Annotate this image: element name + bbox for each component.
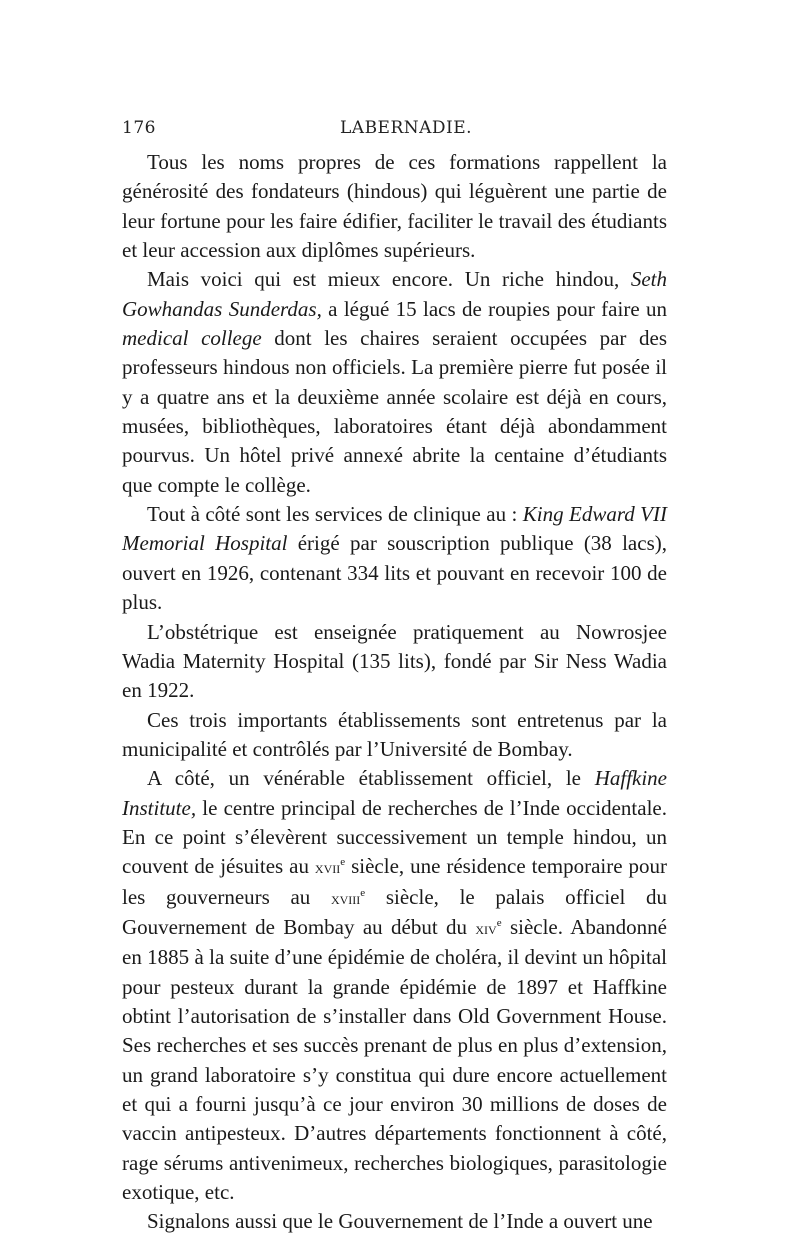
italic-text: Seth Gowhandas Sunderdas,: [122, 267, 667, 321]
text-run: érigé par souscription publique (38 lacs), ouvert en 1926, contenant 334 lits et pouvant en recevoir 100 de plus.: [122, 531, 667, 615]
small-caps-text: xviii: [330, 888, 361, 908]
text-run: siècle, le palais officiel du Gouvernement de Bombay au début du: [122, 884, 667, 939]
text-run: Tout à côté sont les services de clinique au :: [147, 502, 523, 527]
running-title: LABERNADIE.: [340, 118, 473, 138]
paragraph-6: [122, 764, 667, 1207]
running-head: [122, 118, 667, 144]
paragraph-4: [122, 618, 667, 706]
small-caps-text: xvii: [314, 858, 341, 878]
superscript-text: e: [496, 916, 502, 929]
text-run: a légué 15 lacs de roupies pour faire un: [321, 296, 667, 321]
text-run: Tous les noms propres de ces formations rappellent la générosité des fondateurs (hindous) qui léguèrent une partie de leur fortune pour les faire édifier, faciliter le travail des étudiants et leur accession aux diplômes supérieurs.: [122, 150, 667, 263]
text-run: Ces trois importants établissements sont entretenus par la municipalité et contrôlés par l’Université de Bombay.: [122, 707, 667, 761]
text-run: Signalons aussi que le Gouvernement de l’Inde a ouvert une: [147, 1209, 653, 1234]
paragraph-1: [122, 148, 667, 265]
paragraph-3: [122, 500, 667, 617]
paragraph-2: [122, 265, 667, 500]
text-run: siècle, une résidence temporaire pour les gouverneurs au: [122, 854, 668, 909]
superscript-text: e: [340, 856, 346, 869]
paragraph-5: [122, 706, 667, 765]
body-text: [122, 148, 667, 1237]
text-run: le centre principal de recherches de l’Inde occidentale. En ce point s’élevèrent successivement un temple hindou, un couvent de jésuites au: [122, 795, 667, 879]
text-run: dont les chaires seraient occupées par des professeurs hindous non officiels. La première pierre fut posée il y a quatre ans et la deuxième année scolaire est déjà en cours, musées, bibliothèques, laboratoires étant déjà abondamment pourvus. Un hôtel privé annexé abrite la centaine d’étudiants que compte le collège.: [122, 326, 668, 497]
text-run: Mais voici qui est mieux encore. Un riche hindou,: [147, 267, 631, 292]
text-run: L’obstétrique est enseignée pratiquement au Nowrosjee Wadia Maternity Hospital (135 lits), fondé par Sir Ness Wadia en 1922.: [122, 619, 667, 703]
text-run: siècle. Abandonné en 1885 à la suite d’une épidémie de choléra, il devint un hôpital pour pesteux durant la grande épidémie de 1897 et Haffkine obtint l’autorisation de s’installer dans Old Government House. Ses recherches et ses succès prenant de plus en plus d’extension, un grand laboratoire s’y constitua qui dure encore actuellement et qui a fourni jusqu’à ce jour environ 30 millions de doses de vaccin antipesteux. D’autres départements fonctionnent à côté, rage sérums antivenimeux, recherches biologiques, parasitologie exotique, etc.: [122, 914, 668, 1205]
text-run: A côté, un vénérable établissement officiel, le: [147, 766, 595, 791]
page-number: 176: [122, 118, 156, 138]
italic-text: medical college: [122, 326, 262, 351]
paragraph-7: [122, 1207, 667, 1236]
italic-text: Haffkine Institute,: [122, 766, 667, 820]
superscript-text: e: [360, 886, 366, 899]
small-caps-text: xiv: [475, 918, 497, 938]
italic-text: King Edward VII Memorial Hospital: [122, 502, 667, 556]
